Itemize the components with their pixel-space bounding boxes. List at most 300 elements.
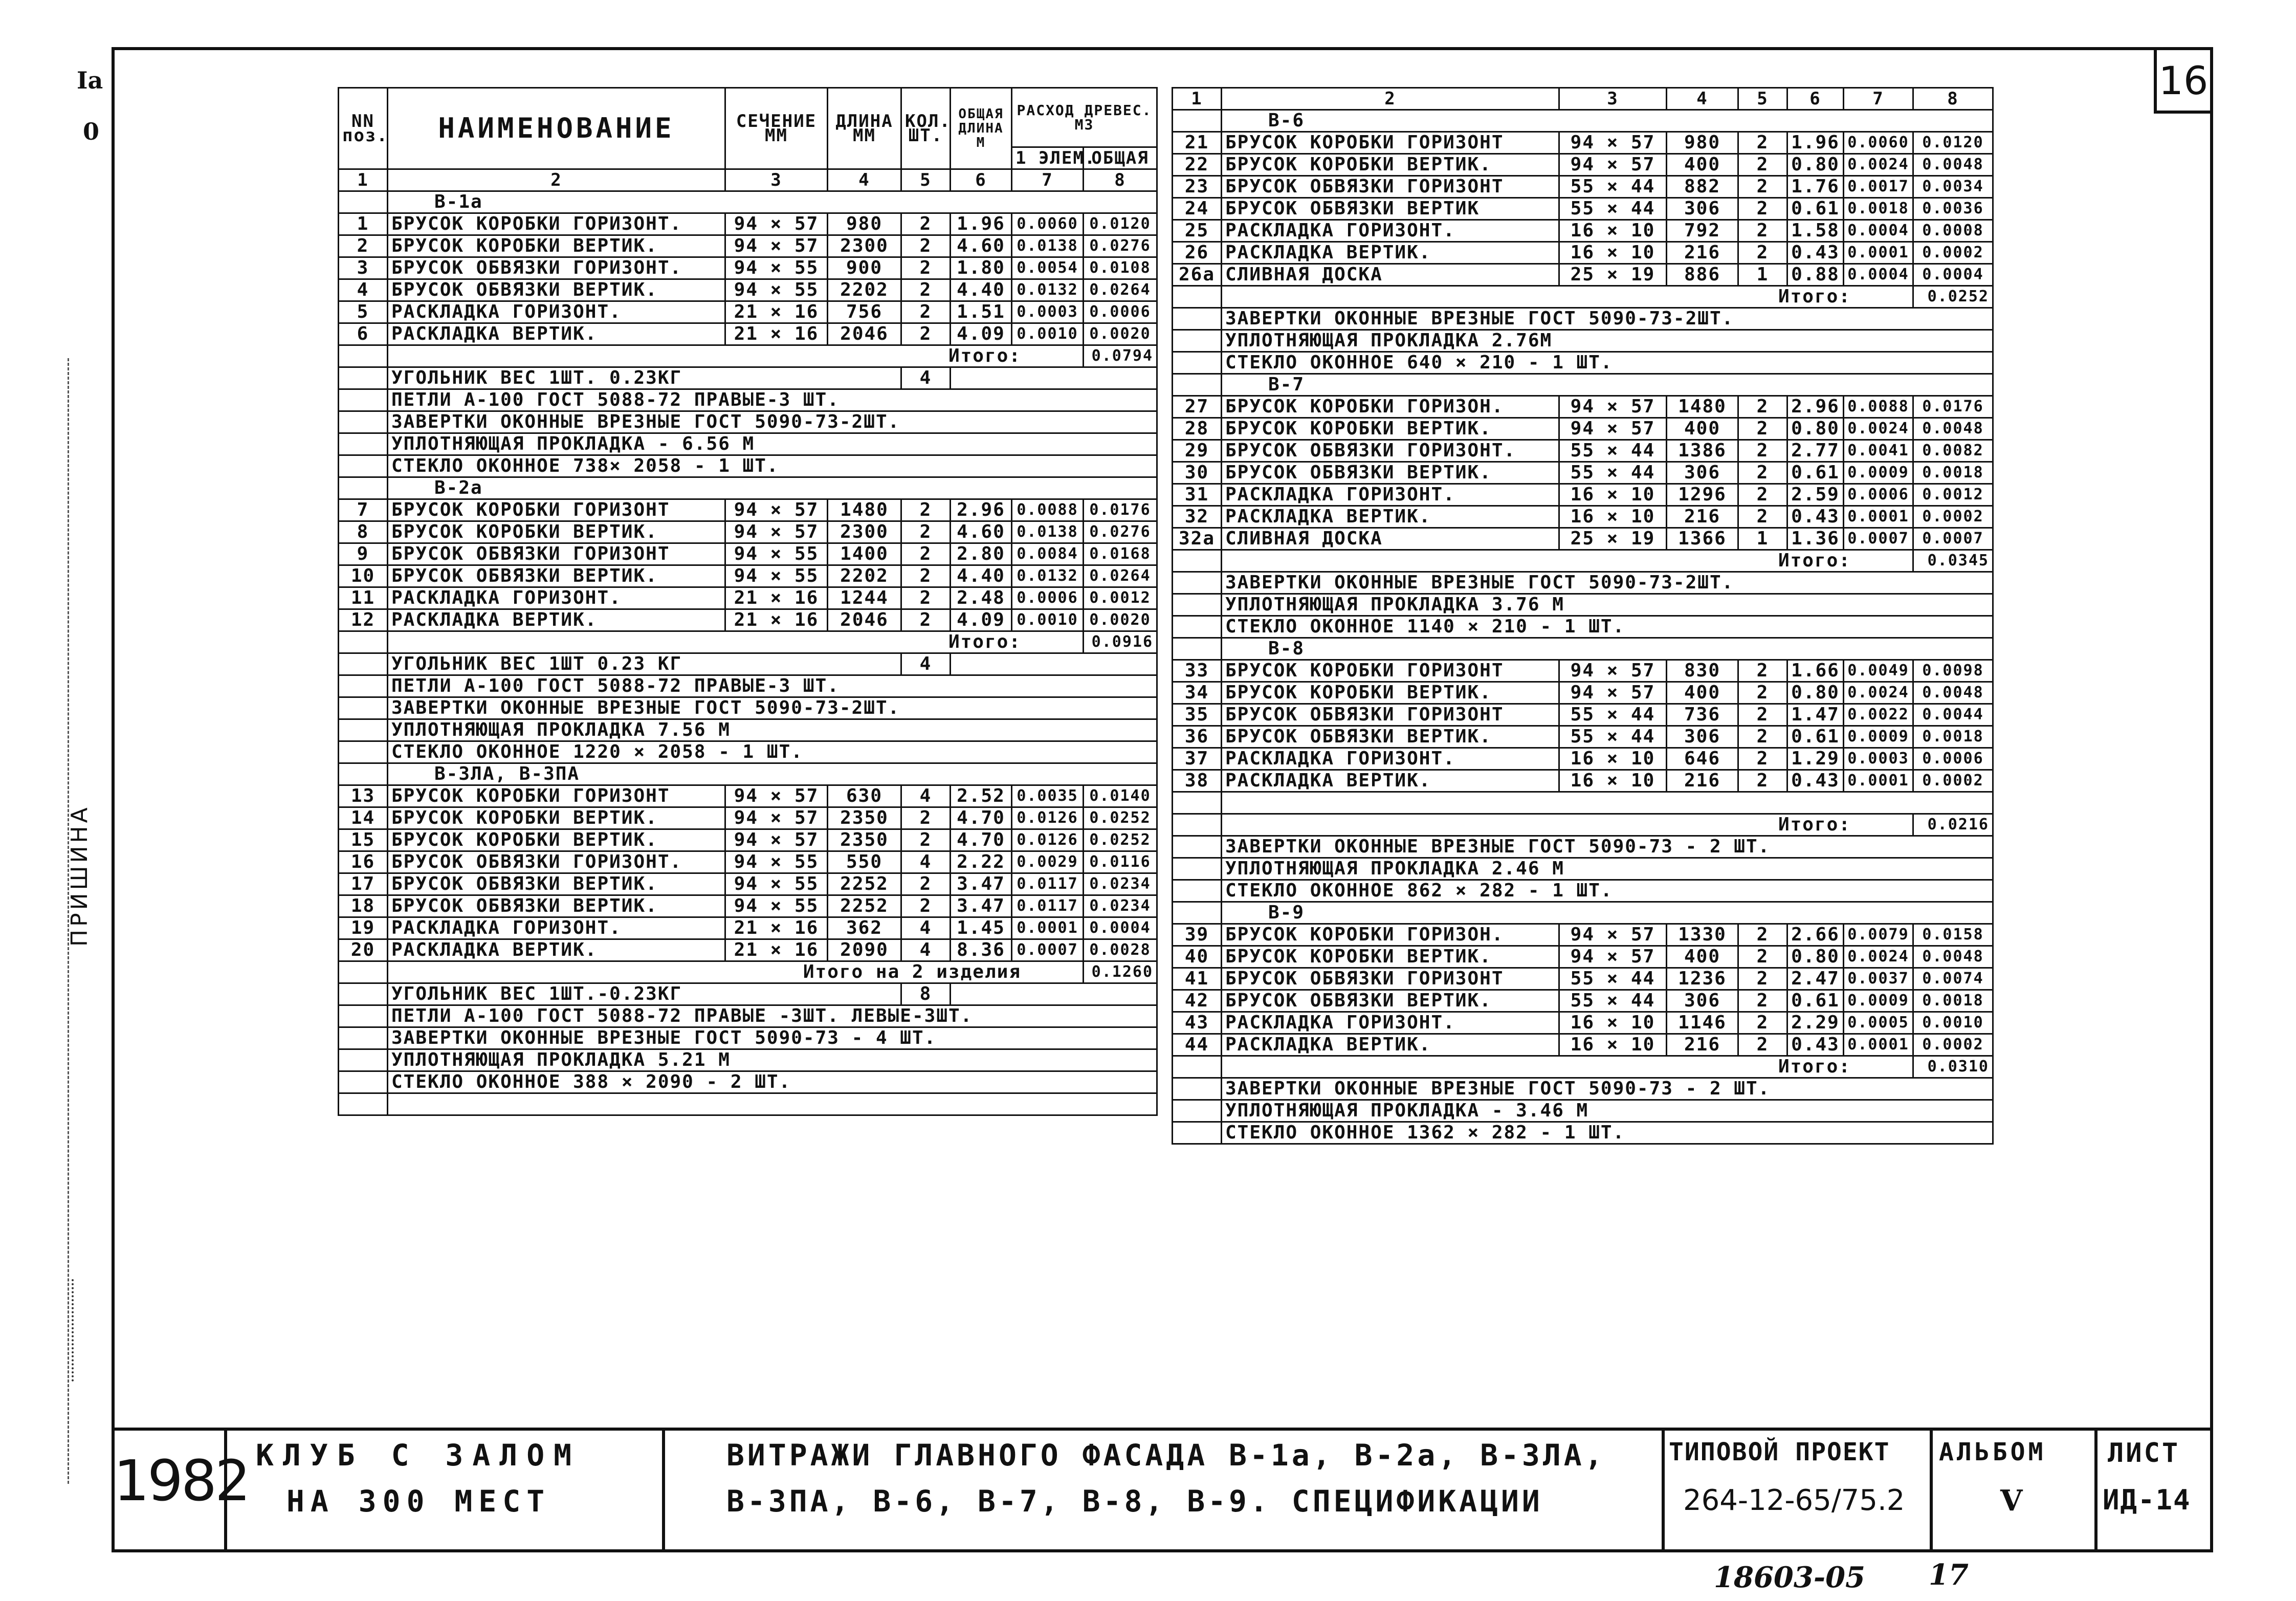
item-total-length: 3.47 — [951, 873, 1012, 895]
spec-row — [1173, 1012, 1993, 1034]
item-volume-each: 0.0010 — [1012, 323, 1084, 345]
total-label: Итого на 2 изделия — [388, 961, 1084, 983]
total-row — [1173, 1056, 1993, 1078]
item-qty: 2 — [1738, 418, 1787, 440]
spec-row — [1173, 528, 1993, 550]
album-value: V — [2000, 1484, 2023, 1518]
item-volume-each: 0.0132 — [1012, 565, 1084, 587]
item-pos: 42 — [1173, 990, 1222, 1012]
item-section: 94 × 57 — [725, 235, 828, 257]
spec-row — [339, 851, 1157, 873]
note-text: СТЕКЛО ОКОННОЕ 1220 × 2058 - 1 ШТ. — [388, 741, 1157, 763]
item-volume-total: 0.0048 — [1913, 946, 1993, 968]
item-length: 980 — [1667, 132, 1738, 154]
total-label: Итого: — [1222, 286, 1913, 308]
note-text: СТЕКЛО ОКОННОЕ 640 × 210 - 1 ШТ. — [1222, 352, 1993, 374]
item-qty: 2 — [1738, 242, 1787, 264]
spec-row — [1173, 132, 1993, 154]
item-name: БРУСОК КОРОБКИ ГОРИЗОНТ — [1222, 660, 1559, 682]
spec-row — [1173, 264, 1993, 286]
archive-number: 18603-05 — [1714, 1561, 1865, 1594]
item-qty: 2 — [901, 499, 951, 521]
item-pos: 28 — [1173, 418, 1222, 440]
item-qty: 1 — [1738, 264, 1787, 286]
empty-cell — [1173, 792, 1222, 814]
group-title: В-9 — [1222, 902, 1993, 924]
item-total-length: 2.29 — [1787, 1012, 1844, 1034]
note-spacer — [339, 983, 388, 1005]
note-spacer — [339, 675, 388, 697]
note-text: ЗАВЕРТКИ ОКОННЫЕ ВРЕЗНЫЕ ГОСТ 5090-73 - 2 ШТ. — [1222, 836, 1993, 858]
item-section: 94 × 57 — [725, 807, 828, 829]
col-number: 1 — [1173, 88, 1222, 110]
item-total-length: 2.52 — [951, 785, 1012, 807]
item-pos: 38 — [1173, 770, 1222, 792]
item-total-length: 0.80 — [1787, 418, 1844, 440]
item-volume-each: 0.0088 — [1844, 396, 1913, 418]
item-volume-each: 0.0029 — [1012, 851, 1084, 873]
item-pos: 24 — [1173, 198, 1222, 220]
spec-row — [1173, 176, 1993, 198]
item-pos: 12 — [339, 609, 388, 631]
item-section: 94 × 57 — [1559, 154, 1667, 176]
item-qty: 2 — [901, 235, 951, 257]
item-length: 756 — [828, 301, 901, 323]
note-spacer — [339, 1027, 388, 1049]
item-length: 1480 — [828, 499, 901, 521]
spec-row — [339, 543, 1157, 565]
total-label: Итого: — [1222, 550, 1913, 572]
note-spacer — [339, 367, 388, 389]
item-section: 21 × 16 — [725, 939, 828, 961]
side-signature-mark — [72, 1279, 89, 1381]
item-volume-total: 0.0276 — [1084, 521, 1157, 543]
archive-page: 17 — [1929, 1558, 1969, 1592]
note-text: ПЕТЛИ А-100 ГОСТ 5088-72 ПРАВЫЕ-3 ШТ. — [388, 675, 1157, 697]
note-row — [339, 1071, 1157, 1093]
spec-row — [339, 213, 1157, 235]
item-volume-each: 0.0035 — [1012, 785, 1084, 807]
spec-row — [339, 895, 1157, 917]
item-name: БРУСОК ОБВЯЗКИ ВЕРТИК. — [388, 873, 725, 895]
spec-row — [1173, 946, 1993, 968]
item-total-length: 0.61 — [1787, 198, 1844, 220]
spec-row — [1173, 968, 1993, 990]
group-row — [1173, 902, 1993, 924]
item-volume-each: 0.0037 — [1844, 968, 1913, 990]
item-name: РАСКЛАДКА ВЕРТИК. — [1222, 770, 1559, 792]
item-volume-total: 0.0018 — [1913, 726, 1993, 748]
item-length: 2252 — [828, 895, 901, 917]
item-pos: 9 — [339, 543, 388, 565]
item-total-length: 2.48 — [951, 587, 1012, 609]
item-length: 306 — [1667, 462, 1738, 484]
item-section: 94 × 57 — [1559, 946, 1667, 968]
note-row — [339, 653, 1157, 675]
item-section: 94 × 55 — [725, 895, 828, 917]
item-length: 400 — [1667, 418, 1738, 440]
item-volume-total: 0.0176 — [1084, 499, 1157, 521]
note-text: УГОЛЬНИК ВЕС 1ШТ 0.23 КГ — [388, 653, 901, 675]
empty-row — [339, 1093, 1157, 1115]
title-year: 1982 — [114, 1448, 249, 1514]
note-spacer — [1173, 594, 1222, 616]
note-row — [1173, 594, 1993, 616]
item-length: 400 — [1667, 946, 1738, 968]
item-total-length: 2.96 — [1787, 396, 1844, 418]
item-length: 1366 — [1667, 528, 1738, 550]
item-total-length: 0.43 — [1787, 1034, 1844, 1056]
item-length: 306 — [1667, 726, 1738, 748]
total-value: 0.0794 — [1084, 345, 1157, 367]
item-section: 55 × 44 — [1559, 462, 1667, 484]
item-section: 94 × 57 — [725, 785, 828, 807]
note-text: УПЛОТНЯЮЩАЯ ПРОКЛАДКА - 6.56 М — [388, 433, 1157, 455]
item-name: БРУСОК КОРОБКИ ВЕРТИК. — [1222, 418, 1559, 440]
empty-cell — [388, 1093, 1157, 1115]
note-row — [1173, 616, 1993, 638]
col-number: 6 — [951, 169, 1012, 191]
item-total-length: 4.09 — [951, 609, 1012, 631]
total-spacer — [1173, 1056, 1222, 1078]
item-length: 2300 — [828, 235, 901, 257]
sheet-value: ИД-14 — [2103, 1484, 2191, 1516]
item-pos: 32а — [1173, 528, 1222, 550]
note-text: УГОЛЬНИК ВЕС 1ШТ. 0.23КГ — [388, 367, 901, 389]
col-number: 7 — [1012, 169, 1084, 191]
spec-row — [339, 323, 1157, 345]
item-section: 16 × 10 — [1559, 220, 1667, 242]
group-row — [339, 763, 1157, 785]
note-text: УПЛОТНЯЮЩАЯ ПРОКЛАДКА 2.76М — [1222, 330, 1993, 352]
item-volume-each: 0.0010 — [1012, 609, 1084, 631]
item-volume-each: 0.0006 — [1012, 587, 1084, 609]
item-volume-total: 0.0018 — [1913, 462, 1993, 484]
item-qty: 2 — [1738, 704, 1787, 726]
item-name: БРУСОК КОРОБКИ ГОРИЗОНТ — [388, 785, 725, 807]
item-pos: 36 — [1173, 726, 1222, 748]
item-total-length: 1.58 — [1787, 220, 1844, 242]
item-name: РАСКЛАДКА ВЕРТИК. — [388, 323, 725, 345]
item-volume-each: 0.0001 — [1012, 917, 1084, 939]
item-name: РАСКЛАДКА ГОРИЗОНТ. — [388, 917, 725, 939]
item-qty: 2 — [901, 543, 951, 565]
item-name: РАСКЛАДКА ВЕРТИК. — [1222, 1034, 1559, 1056]
col-number: 5 — [901, 169, 951, 191]
item-total-length: 1.96 — [1787, 132, 1844, 154]
item-qty: 2 — [901, 279, 951, 301]
item-section: 94 × 57 — [725, 213, 828, 235]
item-section: 94 × 55 — [725, 543, 828, 565]
item-length: 216 — [1667, 1034, 1738, 1056]
item-volume-total: 0.0108 — [1084, 257, 1157, 279]
spec-row — [1173, 220, 1993, 242]
note-text: ЗАВЕРТКИ ОКОННЫЕ ВРЕЗНЫЕ ГОСТ 5090-73-2ШТ. — [388, 697, 1157, 719]
item-qty: 2 — [1738, 132, 1787, 154]
item-volume-total: 0.0234 — [1084, 873, 1157, 895]
note-spacer — [339, 741, 388, 763]
item-total-length: 3.47 — [951, 895, 1012, 917]
group-spacer — [1173, 902, 1222, 924]
item-length: 900 — [828, 257, 901, 279]
item-pos: 19 — [339, 917, 388, 939]
item-qty: 2 — [1738, 660, 1787, 682]
spec-row — [1173, 726, 1993, 748]
item-volume-total: 0.0004 — [1913, 264, 1993, 286]
col-number: 3 — [725, 169, 828, 191]
item-section: 94 × 57 — [1559, 924, 1667, 946]
type-value: 264-12-65/75.2 — [1683, 1484, 1905, 1517]
item-name: БРУСОК КОРОБКИ ГОРИЗОНТ. — [388, 213, 725, 235]
note-spacer — [339, 433, 388, 455]
item-pos: 11 — [339, 587, 388, 609]
item-name: БРУСОК ОБВЯЗКИ ГОРИЗОНТ. — [388, 257, 725, 279]
item-name: БРУСОК КОРОБКИ ВЕРТИК. — [1222, 946, 1559, 968]
item-section: 16 × 10 — [1559, 242, 1667, 264]
note-row — [1173, 308, 1993, 330]
item-pos: 2 — [339, 235, 388, 257]
item-pos: 26а — [1173, 264, 1222, 286]
item-section: 55 × 44 — [1559, 990, 1667, 1012]
item-pos: 31 — [1173, 484, 1222, 506]
spec-row — [1173, 242, 1993, 264]
item-pos: 26 — [1173, 242, 1222, 264]
item-section: 94 × 55 — [725, 565, 828, 587]
item-length: 882 — [1667, 176, 1738, 198]
col-number: 3 — [1559, 88, 1667, 110]
col-number: 1 — [339, 169, 388, 191]
spec-row — [339, 257, 1157, 279]
type-label: ТИПОВОЙ ПРОЕКТ — [1669, 1438, 1890, 1466]
spec-table-right — [1172, 87, 1994, 1145]
item-pos: 40 — [1173, 946, 1222, 968]
item-length: 646 — [1667, 748, 1738, 770]
empty-cell — [339, 1093, 388, 1115]
group-spacer — [339, 763, 388, 785]
item-length: 886 — [1667, 264, 1738, 286]
item-volume-total: 0.0158 — [1913, 924, 1993, 946]
note-spacer — [1173, 1122, 1222, 1144]
item-volume-each: 0.0054 — [1012, 257, 1084, 279]
item-pos: 8 — [339, 521, 388, 543]
item-section: 94 × 57 — [1559, 132, 1667, 154]
item-total-length: 2.77 — [1787, 440, 1844, 462]
group-spacer — [1173, 638, 1222, 660]
note-row — [1173, 352, 1993, 374]
item-total-length: 0.88 — [1787, 264, 1844, 286]
group-title: В-8 — [1222, 638, 1993, 660]
total-row — [1173, 286, 1993, 308]
item-qty: 2 — [1738, 198, 1787, 220]
item-pos: 6 — [339, 323, 388, 345]
note-text: СТЕКЛО ОКОННОЕ 388 × 2090 - 2 ШТ. — [388, 1071, 1157, 1093]
item-volume-each: 0.0132 — [1012, 279, 1084, 301]
item-total-length: 2.80 — [951, 543, 1012, 565]
item-total-length: 4.60 — [951, 521, 1012, 543]
item-length: 2252 — [828, 873, 901, 895]
item-qty: 2 — [1738, 154, 1787, 176]
item-volume-each: 0.0126 — [1012, 807, 1084, 829]
item-total-length: 1.66 — [1787, 660, 1844, 682]
item-qty: 2 — [901, 565, 951, 587]
item-total-length: 0.61 — [1787, 990, 1844, 1012]
item-volume-total: 0.0006 — [1084, 301, 1157, 323]
note-row — [339, 1049, 1157, 1071]
item-pos: 13 — [339, 785, 388, 807]
title-line2: В-3ПА, В-6, В-7, В-8, В-9. СПЕЦИФИКАЦИИ — [726, 1484, 1543, 1519]
item-pos: 3 — [339, 257, 388, 279]
item-qty: 2 — [1738, 176, 1787, 198]
item-section: 21 × 16 — [725, 301, 828, 323]
note-text: ЗАВЕРТКИ ОКОННЫЕ ВРЕЗНЫЕ ГОСТ 5090-73-2ШТ. — [388, 411, 1157, 433]
item-section: 55 × 44 — [1559, 704, 1667, 726]
item-total-length: 1.96 — [951, 213, 1012, 235]
item-volume-each: 0.0088 — [1012, 499, 1084, 521]
item-qty: 2 — [1738, 924, 1787, 946]
item-pos: 37 — [1173, 748, 1222, 770]
total-value: 0.0216 — [1913, 814, 1993, 836]
item-total-length: 1.36 — [1787, 528, 1844, 550]
note-spacer — [339, 1005, 388, 1027]
col-number: 2 — [388, 169, 725, 191]
item-volume-total: 0.0028 — [1084, 939, 1157, 961]
item-name: БРУСОК ОБВЯЗКИ ВЕРТИК — [1222, 198, 1559, 220]
note-qty: 4 — [901, 653, 951, 675]
item-name: РАСКЛАДКА ВЕРТИК. — [388, 939, 725, 961]
note-spacer — [1173, 1078, 1222, 1100]
item-qty: 2 — [901, 213, 951, 235]
spec-row — [1173, 440, 1993, 462]
sheet-number: 16 — [2154, 47, 2213, 114]
item-total-length: 1.51 — [951, 301, 1012, 323]
item-qty: 2 — [901, 257, 951, 279]
note-spacer — [339, 719, 388, 741]
item-length: 2046 — [828, 323, 901, 345]
item-length: 550 — [828, 851, 901, 873]
item-name: БРУСОК КОРОБКИ ГОРИЗОН. — [1222, 924, 1559, 946]
total-label: Итого: — [1222, 814, 1913, 836]
note-text: СТЕКЛО ОКОННОЕ 1362 × 282 - 1 ШТ. — [1222, 1122, 1993, 1144]
note-blank — [951, 367, 1157, 389]
item-qty: 2 — [901, 807, 951, 829]
item-qty: 4 — [901, 939, 951, 961]
header-name: НАИМЕНОВАНИЕ — [388, 88, 725, 169]
group-title: В-1а — [388, 191, 1157, 213]
item-pos: 27 — [1173, 396, 1222, 418]
item-pos: 18 — [339, 895, 388, 917]
item-name: РАСКЛАДКА ГОРИЗОНТ. — [388, 301, 725, 323]
item-qty: 2 — [1738, 726, 1787, 748]
note-row — [1173, 858, 1993, 880]
item-name: БРУСОК ОБВЯЗКИ ГОРИЗОНТ — [1222, 968, 1559, 990]
item-qty: 2 — [901, 829, 951, 851]
spec-row — [339, 499, 1157, 521]
album-label: АЛЬБОМ — [1939, 1438, 2046, 1466]
item-volume-total: 0.0012 — [1084, 587, 1157, 609]
item-volume-total: 0.0276 — [1084, 235, 1157, 257]
item-length: 2202 — [828, 565, 901, 587]
item-name: БРУСОК ОБВЯЗКИ ВЕРТИК. — [388, 895, 725, 917]
item-total-length: 1.47 — [1787, 704, 1844, 726]
item-length: 830 — [1667, 660, 1738, 682]
item-section: 94 × 57 — [725, 829, 828, 851]
item-volume-each: 0.0006 — [1844, 484, 1913, 506]
item-volume-total: 0.0034 — [1913, 176, 1993, 198]
item-qty: 2 — [1738, 968, 1787, 990]
note-blank — [951, 653, 1157, 675]
item-section: 16 × 10 — [1559, 506, 1667, 528]
item-volume-each: 0.0049 — [1844, 660, 1913, 682]
item-volume-total: 0.0234 — [1084, 895, 1157, 917]
item-volume-each: 0.0117 — [1012, 873, 1084, 895]
header-length: ДЛИНА ММ — [828, 88, 901, 169]
corner-mark-bottom: 0 — [83, 118, 100, 145]
note-row — [339, 367, 1157, 389]
corner-mark-top: Iа — [77, 67, 103, 94]
total-spacer — [339, 961, 388, 983]
note-spacer — [1173, 308, 1222, 330]
item-pos: 1 — [339, 213, 388, 235]
item-total-length: 0.43 — [1787, 770, 1844, 792]
item-pos: 44 — [1173, 1034, 1222, 1056]
item-total-length: 2.59 — [1787, 484, 1844, 506]
item-volume-each: 0.0009 — [1844, 990, 1913, 1012]
note-text: ЗАВЕРТКИ ОКОННЫЕ ВРЕЗНЫЕ ГОСТ 5090-73 - 2 ШТ. — [1222, 1078, 1993, 1100]
spec-row — [339, 829, 1157, 851]
item-volume-each: 0.0003 — [1012, 301, 1084, 323]
total-row — [1173, 550, 1993, 572]
note-spacer — [339, 1049, 388, 1071]
item-length: 306 — [1667, 990, 1738, 1012]
item-qty: 2 — [901, 323, 951, 345]
spec-row — [1173, 1034, 1993, 1056]
item-name: БРУСОК КОРОБКИ ВЕРТИК. — [388, 807, 725, 829]
item-qty: 2 — [1738, 1012, 1787, 1034]
note-row — [339, 1005, 1157, 1027]
side-stamp-text: ПРИШИНА — [67, 804, 93, 947]
item-pos: 4 — [339, 279, 388, 301]
item-pos: 5 — [339, 301, 388, 323]
spec-row — [339, 807, 1157, 829]
item-volume-each: 0.0022 — [1844, 704, 1913, 726]
item-volume-total: 0.0082 — [1913, 440, 1993, 462]
item-volume-total: 0.0116 — [1084, 851, 1157, 873]
item-volume-total: 0.0048 — [1913, 418, 1993, 440]
item-volume-each: 0.0017 — [1844, 176, 1913, 198]
item-volume-each: 0.0018 — [1844, 198, 1913, 220]
item-section: 94 × 57 — [725, 521, 828, 543]
item-volume-each: 0.0005 — [1844, 1012, 1913, 1034]
item-volume-each: 0.0084 — [1012, 543, 1084, 565]
item-name: БРУСОК ОБВЯЗКИ ВЕРТИК. — [388, 279, 725, 301]
item-pos: 21 — [1173, 132, 1222, 154]
item-volume-each: 0.0024 — [1844, 154, 1913, 176]
group-row — [1173, 638, 1993, 660]
group-spacer — [1173, 374, 1222, 396]
note-row — [1173, 1100, 1993, 1122]
item-length: 362 — [828, 917, 901, 939]
item-qty: 2 — [1738, 946, 1787, 968]
item-section: 94 × 57 — [1559, 418, 1667, 440]
spec-row — [339, 609, 1157, 631]
total-value: 0.0916 — [1084, 631, 1157, 653]
item-volume-each: 0.0001 — [1844, 506, 1913, 528]
item-length: 1296 — [1667, 484, 1738, 506]
item-qty: 2 — [1738, 748, 1787, 770]
note-text: СТЕКЛО ОКОННОЕ 1140 × 210 - 1 ШТ. — [1222, 616, 1993, 638]
item-name: БРУСОК КОРОБКИ ВЕРТИК. — [1222, 154, 1559, 176]
item-section: 94 × 55 — [725, 279, 828, 301]
